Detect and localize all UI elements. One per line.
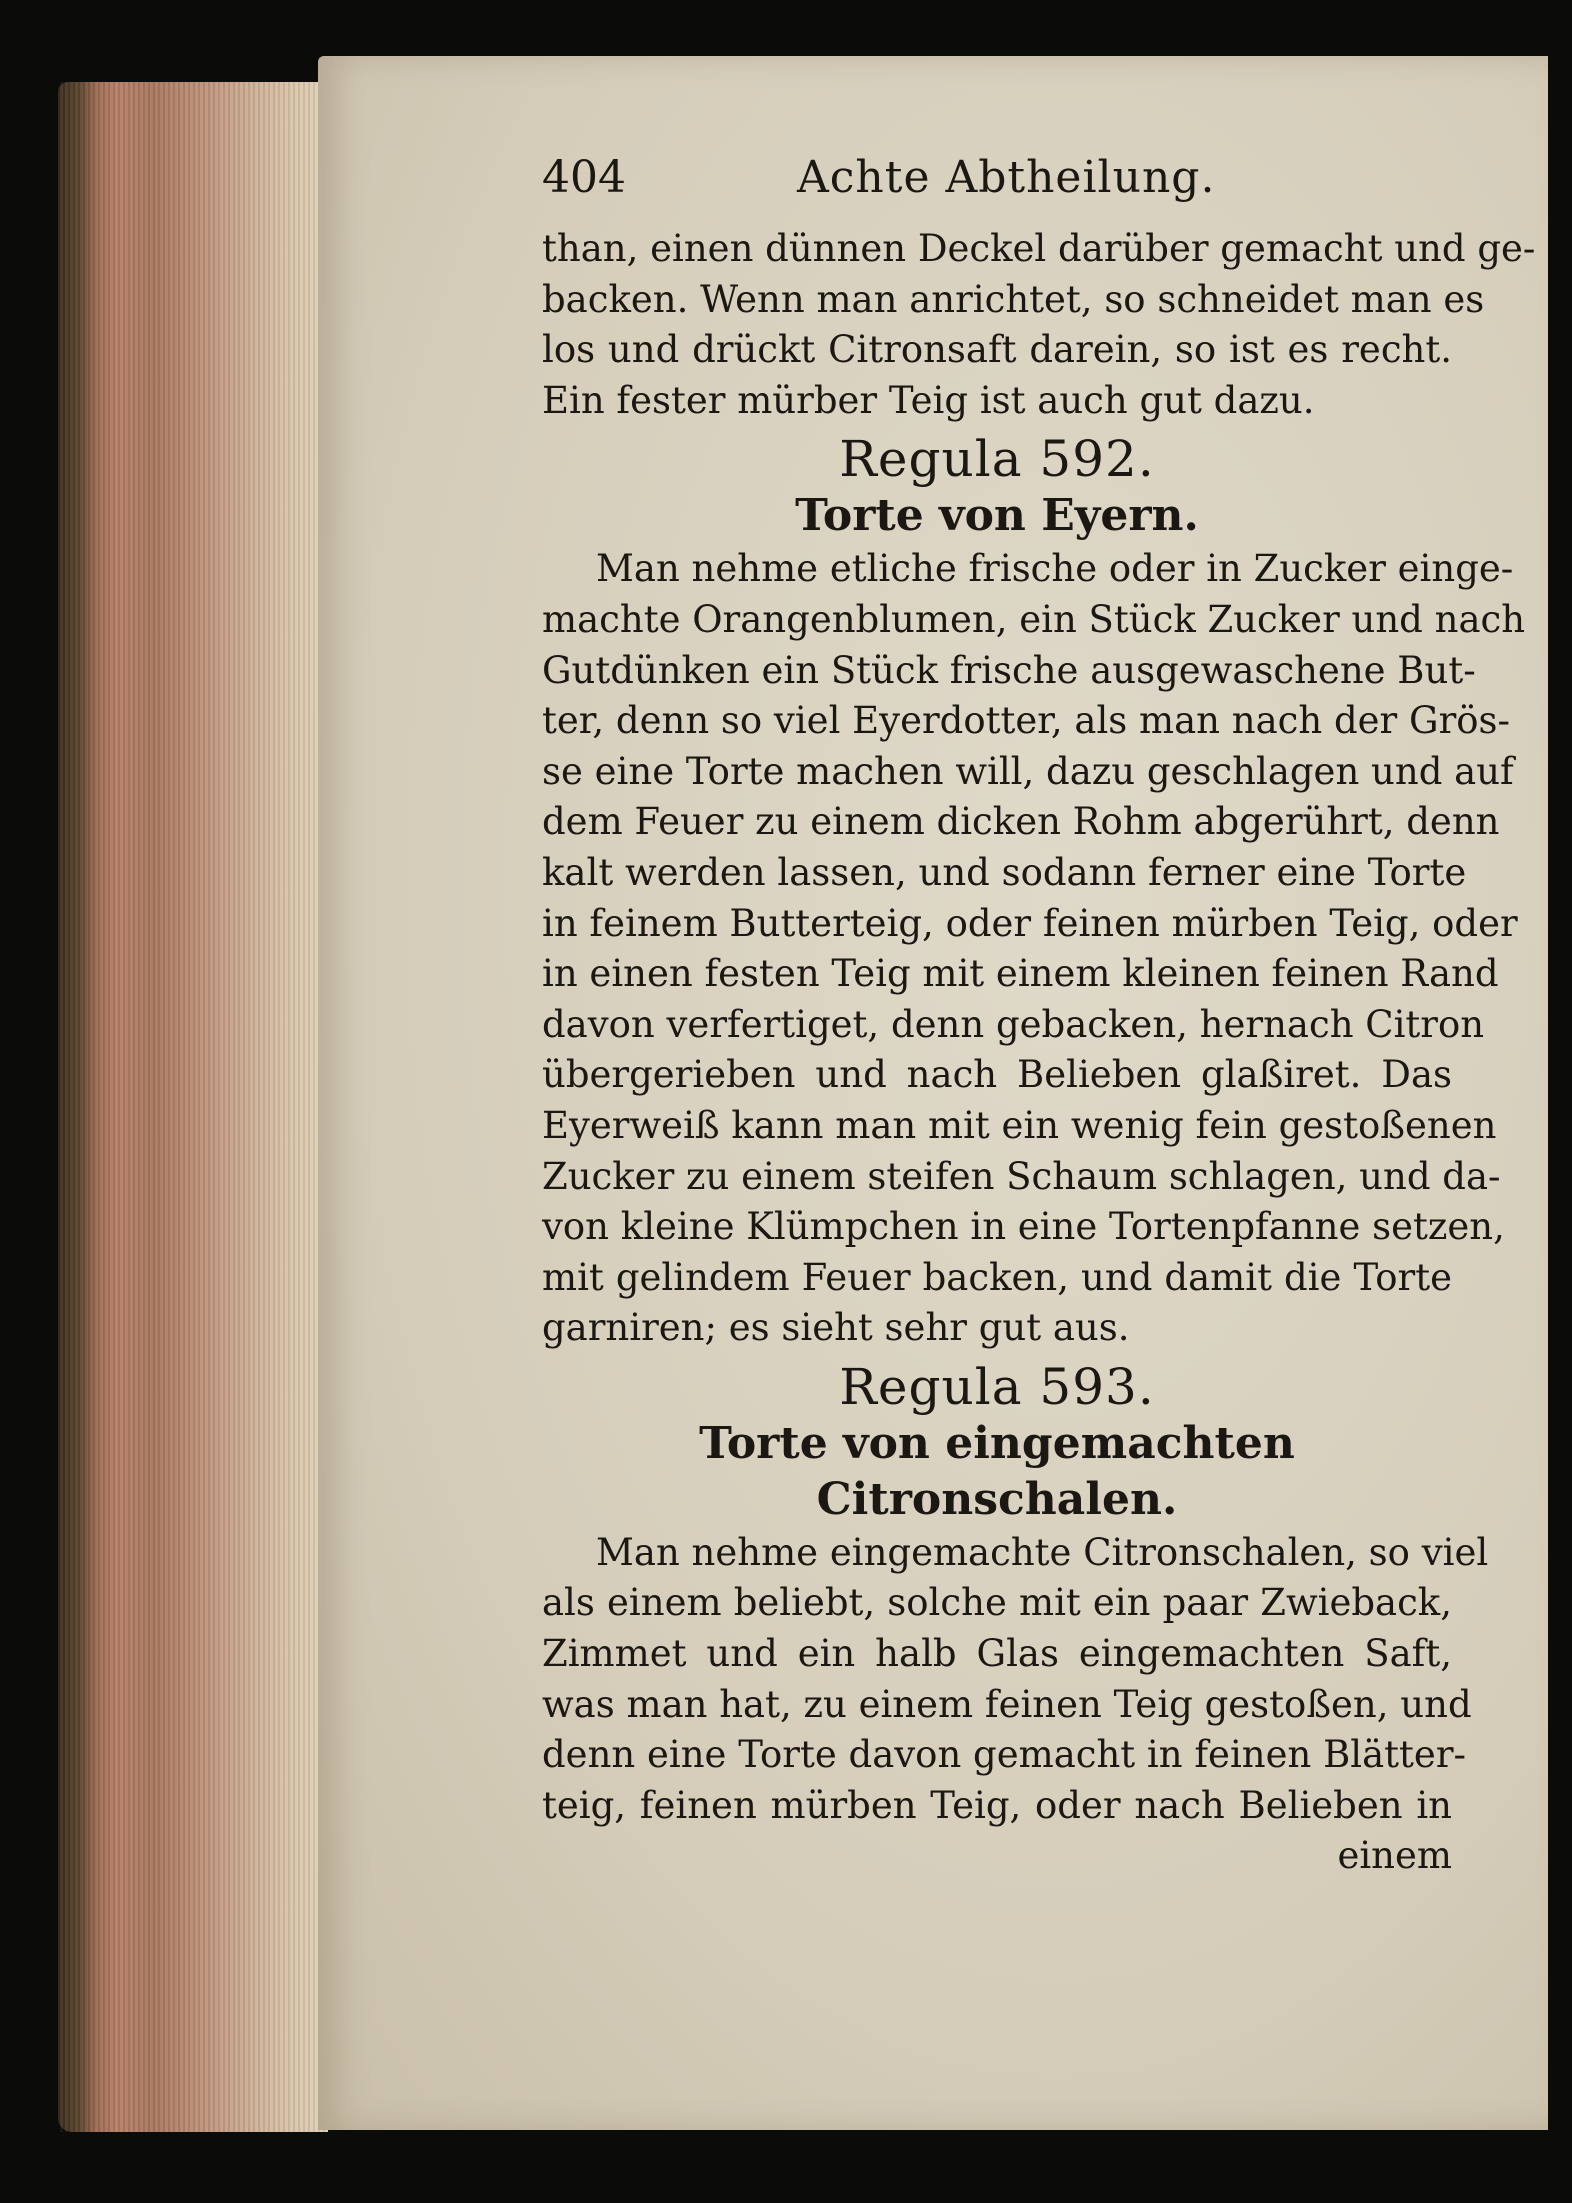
section-regula-593 xyxy=(542,1357,1489,1882)
section-title: Torte von Eyern. xyxy=(795,490,1199,542)
section-regula-592 xyxy=(542,430,1526,1354)
text-line: in feinem Butterteig, oder feinen mürben Teig, oder xyxy=(542,901,1518,945)
text-line: von kleine Klümpchen in eine Tortenpfanne setzen, xyxy=(542,1205,1505,1249)
text-line: Man nehme etliche frische oder in Zucker einge- xyxy=(596,547,1514,591)
text-line: ter, denn so viel Eyerdotter, als man nach der Grös- xyxy=(542,699,1511,743)
intro-paragraph xyxy=(542,224,1536,426)
text-line: Ein fester mürber Teig ist auch gut dazu. xyxy=(542,378,1315,422)
text-line: garniren; es sieht sehr gut aus. xyxy=(542,1306,1130,1350)
text-line: backen. Wenn man anrichtet, so schneidet man es xyxy=(542,277,1485,321)
book-page xyxy=(318,56,1548,2130)
text-block xyxy=(542,152,1536,1882)
text-line: dem Feuer zu einem dicken Rohm abgerührt, denn xyxy=(542,800,1500,844)
text-line: übergerieben und nach Belieben glaßiret. Das xyxy=(542,1053,1452,1097)
text-line: mit gelindem Feuer backen, und damit die Torte xyxy=(542,1255,1452,1299)
text-line: denn eine Torte davon gemacht in feinen Blätter- xyxy=(542,1733,1467,1777)
page-number: 404 xyxy=(542,152,626,203)
text-line: davon verfertiget, denn gebacken, hernach Citron xyxy=(542,1002,1485,1046)
text-line: kalt werden lassen, und sodann ferner eine Torte xyxy=(542,850,1467,894)
text-line: machte Orangenblumen, ein Stück Zucker und nach xyxy=(542,597,1526,641)
section-heading: Regula 593. xyxy=(839,1357,1155,1416)
text-line: than, einen dünnen Deckel darüber gemacht und ge- xyxy=(542,227,1536,270)
running-head: Achte Abtheilung. xyxy=(797,152,1216,203)
text-line: Gutdünken ein Stück frische ausgewaschene But- xyxy=(542,648,1476,692)
text-line: in einen festen Teig mit einem kleinen feinen Rand xyxy=(542,952,1499,996)
text-line: was man hat, zu einem feinen Teig gestoßen, und xyxy=(542,1682,1472,1726)
text-line: Zimmet und ein halb Glas eingemachten Saft, xyxy=(542,1632,1452,1676)
text-line: Eyerweiß kann man mit ein wenig fein gestoßenen xyxy=(542,1103,1497,1147)
catchword: einem xyxy=(1337,1834,1452,1878)
text-line: Zucker zu einem steifen Schaum schlagen, und da- xyxy=(542,1154,1501,1198)
section-title: Torte von eingemachten Citronschalen. xyxy=(699,1417,1295,1525)
text-line: los und drückt Citronsaft darein, so ist es recht. xyxy=(542,328,1452,372)
section-heading: Regula 592. xyxy=(839,430,1155,489)
text-line: teig, feinen mürben Teig, oder nach Belieben in xyxy=(542,1783,1452,1827)
text-line: se eine Torte machen will, dazu geschlagen und auf xyxy=(542,749,1514,793)
text-line: Man nehme eingemachte Citronschalen, so viel xyxy=(596,1530,1489,1574)
page-header xyxy=(542,152,1452,224)
book-page-edges xyxy=(58,82,328,2132)
text-line: als einem beliebt, solche mit ein paar Zwieback, xyxy=(542,1581,1452,1625)
